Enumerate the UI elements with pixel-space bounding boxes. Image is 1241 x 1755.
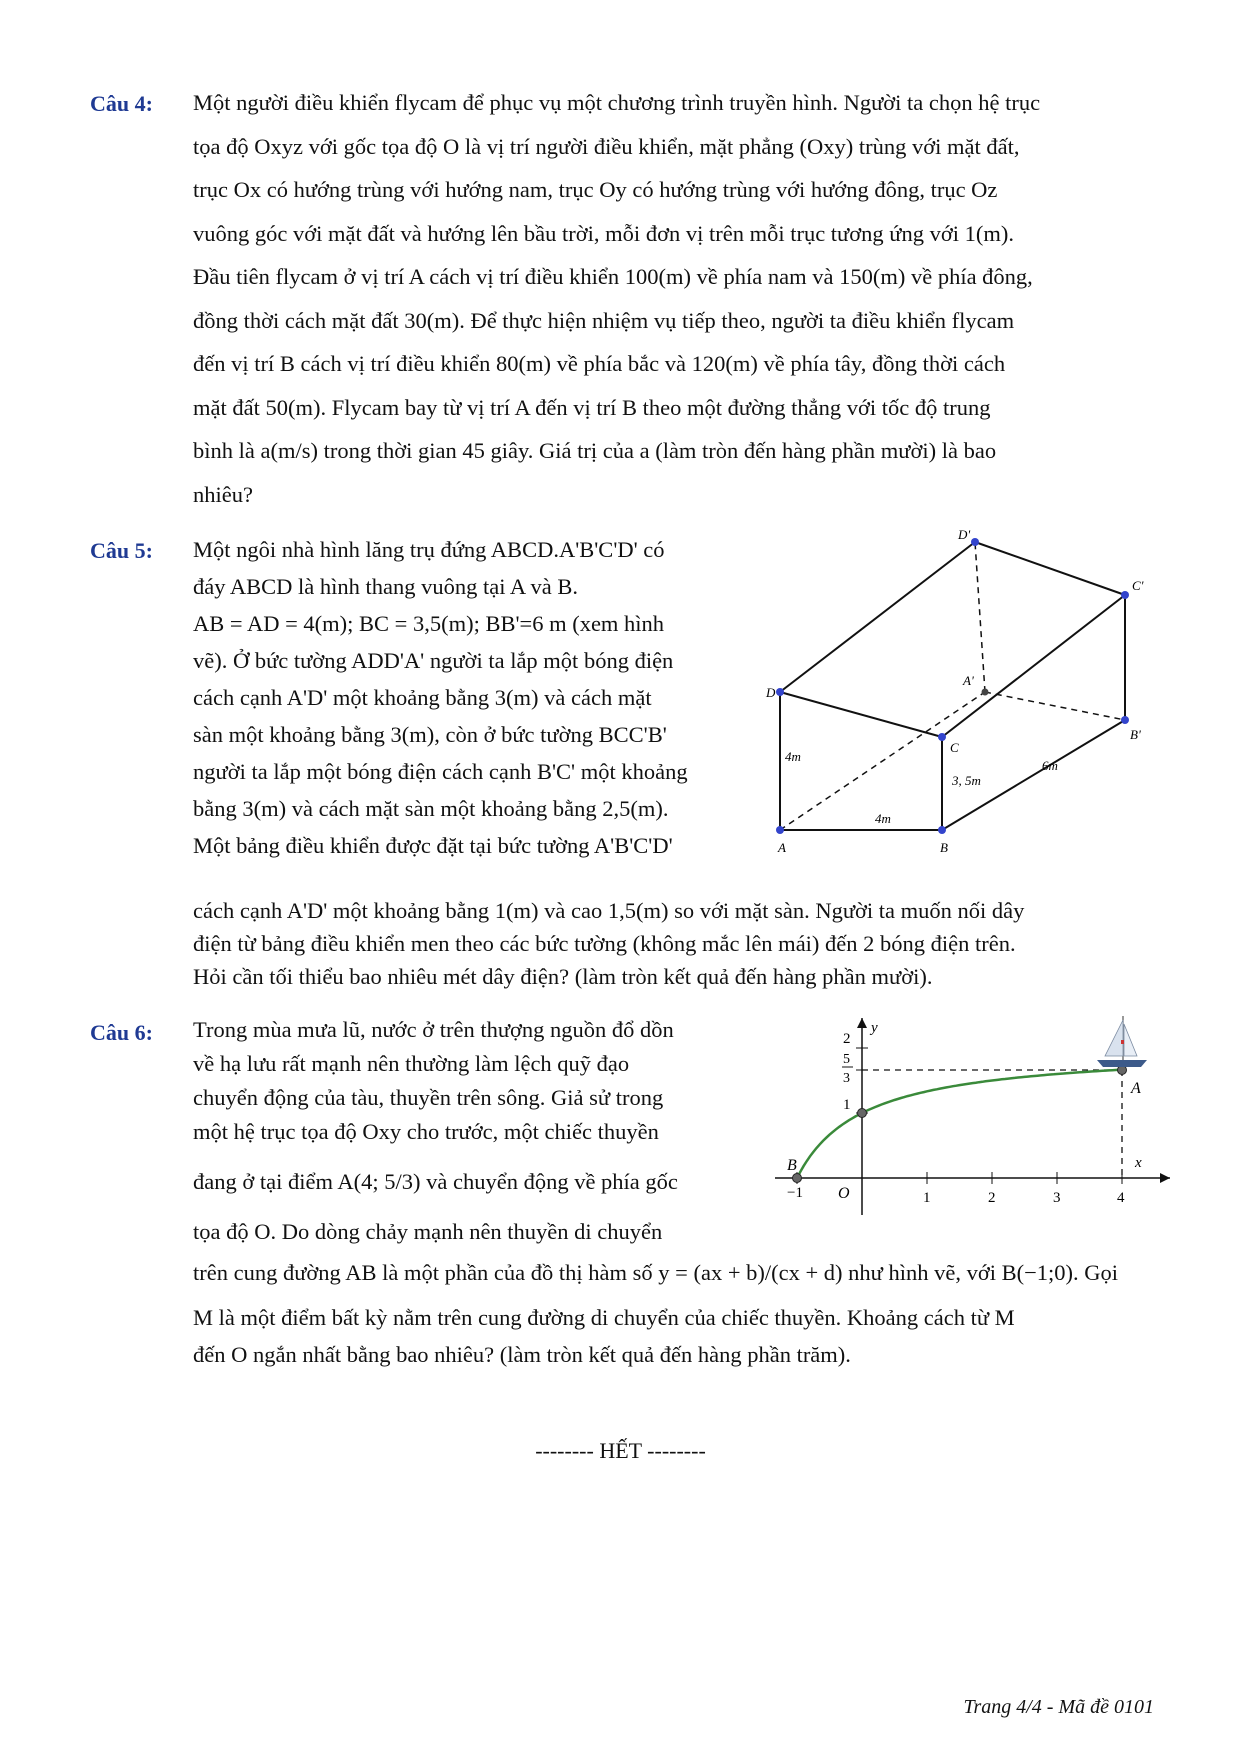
question-6-text (193, 1013, 759, 1249)
vertex-label-d1: D' (958, 527, 971, 542)
y-tick-label: 2 (843, 1031, 851, 1047)
text-line: Một bảng điều khiển được đặt tại bức tường A'B'C'D' (193, 833, 673, 858)
question-4-label: Câu 4: (90, 91, 153, 116)
x-tick-label: 2 (988, 1190, 996, 1206)
text-line: đáy ABCD là hình thang vuông tại A và B. (193, 574, 578, 599)
prism-figure (766, 525, 1170, 870)
text-line: vẽ). Ở bức tường ADD'A' người ta lắp một bóng điện (193, 648, 674, 673)
text-line: về hạ lưu rất mạnh nên thường làm lệch quỹ đạo (193, 1051, 630, 1076)
y-tick-label: 1 (843, 1097, 851, 1113)
text-line: tọa độ Oxyz với gốc tọa độ O là vị trí người điều khiển, mặt phẳng (Oxy) trùng với mặt đất, (193, 133, 1020, 159)
vertex-label-b: B (940, 840, 948, 855)
x-tick-label: 3 (1053, 1190, 1061, 1206)
text-line: cách cạnh A'D' một khoảng bằng 1(m) và cao 1,5(m) so với mặt sàn. Người ta muốn nối dây (193, 898, 1025, 923)
text-line: cách cạnh A'D' một khoảng bằng 3(m) và cách mặt (193, 685, 652, 710)
x-tick-label: −1 (787, 1185, 803, 1201)
text-line: bình là a(m/s) trong thời gian 45 giây. Giá trị của a (làm tròn đến hàng phần mười) là bao (193, 438, 997, 463)
text-line: điện từ bảng điều khiển men theo các bức tường (không mắc lên mái) đến 2 bóng điện trên. (193, 931, 1016, 956)
text-line: trục Ox có hướng trùng với hướng nam, trục Oy có hướng trùng với hướng đông, trục Oz (193, 177, 998, 202)
text-line: Trong mùa mưa lũ, nước ở trên thượng nguồn đổ dồn (193, 1017, 674, 1042)
question-6-label: Câu 6: (90, 1020, 153, 1045)
vertex-label-b1: B' (1130, 727, 1141, 742)
text-line: M là một điểm bất kỳ nằm trên cung đường di chuyển của chiếc thuyền. Khoảng cách từ M (193, 1305, 1015, 1330)
text-line: Đầu tiên flycam ở vị trí A cách vị trí điều khiển 100(m) về phía nam và 150(m) về phía đông, (193, 264, 1033, 289)
edge-label-ab: 4m (875, 811, 891, 826)
question-5-text (193, 531, 759, 864)
function-graph (775, 1010, 1175, 1220)
vertex-label-c1: C' (1132, 578, 1144, 593)
point-label-a: A (1131, 1080, 1141, 1097)
text-line: đến O ngắn nhất bằng bao nhiêu? (làm tròn kết quả đến hàng phần trăm). (193, 1342, 851, 1367)
point-label-b: B (787, 1157, 797, 1174)
text-line: Một người điều khiển flycam để phục vụ một chương trình truyền hình. Người ta chọn hệ trục (193, 90, 1041, 115)
edge-label-ad: 4m (785, 749, 801, 764)
end-marker: -------- HẾT -------- (535, 1438, 706, 1463)
edge-label-bc: 3, 5m (952, 773, 981, 788)
origin-label: O (838, 1185, 850, 1202)
text-line: người ta lắp một bóng điện cách cạnh B'C' một khoảng (193, 759, 688, 784)
axis-label-x: x (1135, 1155, 1142, 1171)
text-line: Hỏi cần tối thiểu bao nhiêu mét dây điện? (làm tròn kết quả đến hàng phần mười). (193, 964, 933, 989)
y-tick-label: 5 (843, 1052, 850, 1067)
text-line: đến vị trí B cách vị trí điều khiển 80(m) về phía bắc và 120(m) về phía tây, đồng thời cách (193, 351, 1006, 376)
text-line: nhiêu? (193, 481, 253, 507)
text-line: mặt đất 50(m). Flycam bay từ vị trí A đến vị trí B theo một đường thẳng với tốc độ trung (193, 394, 991, 420)
vertex-label-a: A (778, 840, 786, 855)
vertex-label-d: D (766, 685, 776, 700)
question-5-tail (193, 894, 1143, 993)
text-line: tọa độ O. Do dòng chảy mạnh nên thuyền di chuyển (193, 1219, 663, 1244)
text-line: chuyển động của tàu, thuyền trên sông. Giả sử trong (193, 1085, 664, 1110)
text-line: trên cung đường AB là một phần của đồ thị hàm số y = (ax + b)/(cx + d) như hình vẽ, với B(−1;0). Gọi (193, 1260, 1119, 1285)
question-6-tail (193, 1254, 1143, 1373)
edge-label-bb: 6m (1042, 758, 1058, 773)
text-line: AB = AD = 4(m); BC = 3,5(m); BB'=6 m (xem hình (193, 611, 665, 636)
question-4-text (193, 81, 1143, 516)
y-tick-label: 3 (843, 1071, 850, 1086)
vertex-label-a1: A' (963, 673, 974, 688)
question-5-label: Câu 5: (90, 538, 153, 563)
x-tick-label: 1 (923, 1190, 931, 1206)
text-line: đồng thời cách mặt đất 30(m). Để thực hiện nhiệm vụ tiếp theo, người ta điều khiển flycam (193, 307, 1015, 333)
vertex-label-c: C (950, 740, 959, 755)
text-line: một hệ trục tọa độ Oxy cho trước, một chiếc thuyền (193, 1119, 659, 1144)
x-tick-label: 4 (1117, 1190, 1125, 1206)
text-line: bằng 3(m) và cách mặt sàn một khoảng bằng 2,5(m). (193, 796, 669, 821)
text-line: Một ngôi nhà hình lăng trụ đứng ABCD.A'B'C'D' có (193, 537, 665, 562)
text-line: vuông góc với mặt đất và hướng lên bầu trời, mỗi đơn vị trên mỗi trục tương ứng với 1(m). (193, 220, 1014, 246)
sailboat-icon (1097, 1016, 1147, 1067)
axis-label-y: y (871, 1020, 878, 1036)
text-line: đang ở tại điểm A(4; 5/3) và chuyển động về phía gốc (193, 1169, 678, 1194)
page-footer: Trang 4/4 - Mã đề 0101 (963, 1696, 1154, 1718)
text-line: sàn một khoảng bằng 3(m), còn ở bức tường BCC'B' (193, 722, 667, 747)
